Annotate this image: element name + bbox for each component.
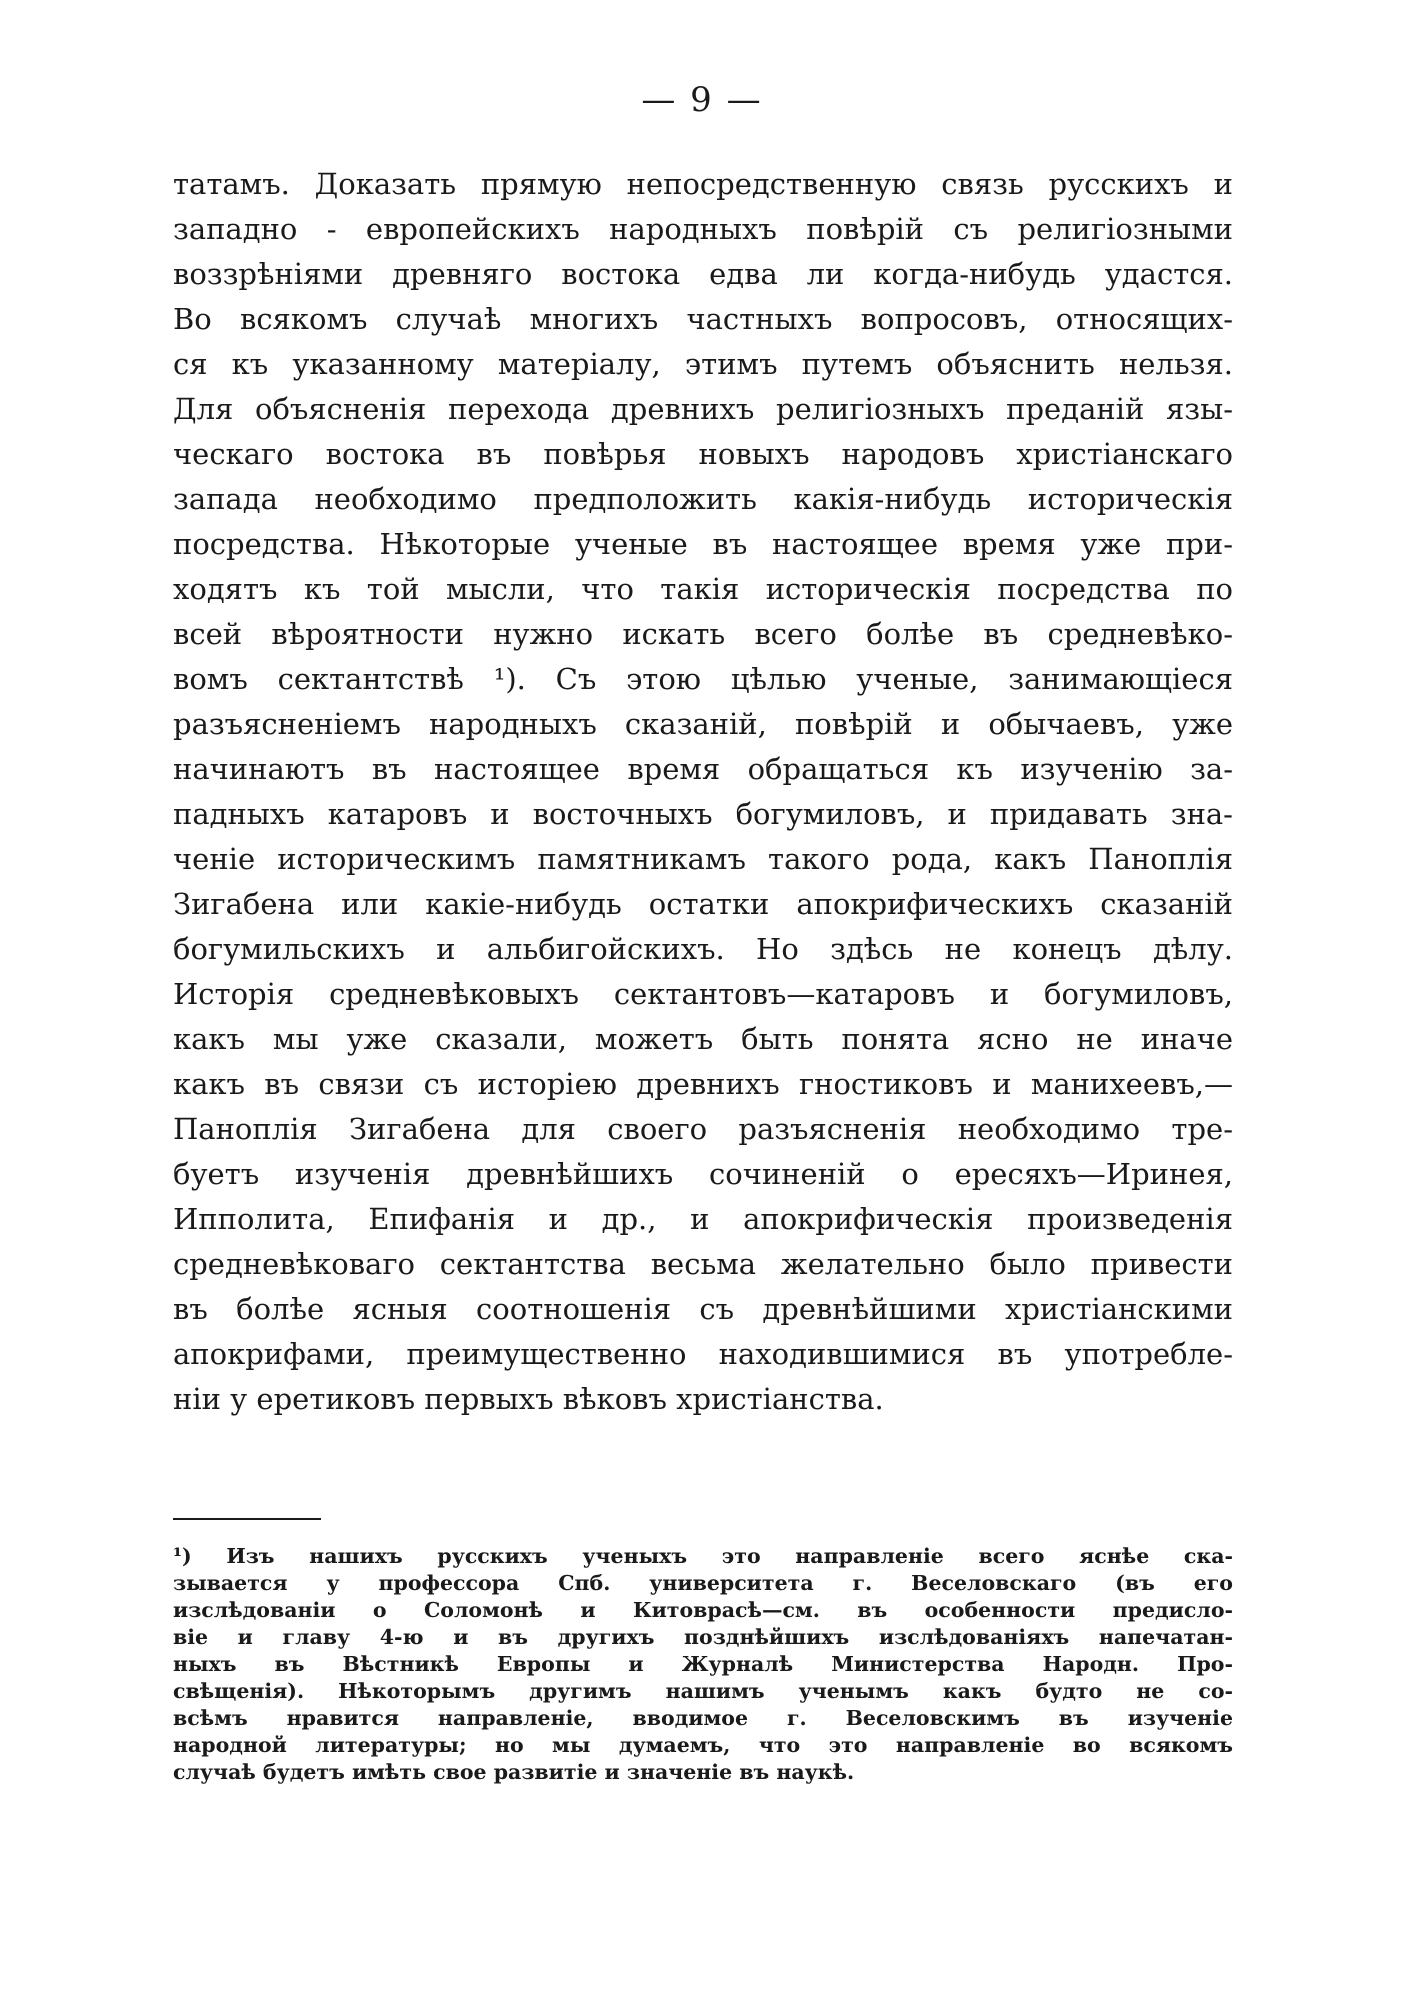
footnote-line: случаѣ будетъ имѣть свое развитіе и значеніе въ наукѣ.: [173, 1760, 855, 1784]
body-line: Ипполита, Епифанія и др., и апокрифическія произведенія: [173, 1202, 1233, 1236]
footnote-line: ¹) Изъ нашихъ русскихъ ученыхъ это направленіе всего яснѣе ска-: [173, 1544, 1233, 1568]
body-line: воззрѣніями древняго востока едва ли когда-нибудь удастся.: [173, 257, 1233, 291]
body-line: въ болѣе ясныя соотношенія съ древнѣйшими христіанскими: [173, 1292, 1233, 1326]
footnote-line: всѣмъ нравится направленіе, вводимое г. Веселовскимъ въ изученіе: [173, 1706, 1233, 1730]
body-line: начинаютъ въ настоящее время обращаться къ изученію за-: [173, 752, 1233, 786]
body-line: всей вѣроятности нужно искать всего болѣе въ средневѣко-: [173, 617, 1233, 651]
body-line: Исторія средневѣковыхъ сектантовъ—катаровъ и богумиловъ,: [173, 977, 1233, 1011]
body-line: запада необходимо предположить какія-нибудь историческія: [173, 482, 1233, 516]
body-line: какъ мы уже сказали, можетъ быть понята ясно не иначе: [173, 1022, 1233, 1056]
page-number: — 9 —: [641, 80, 763, 120]
body-line: Во всякомъ случаѣ многихъ частныхъ вопросовъ, относящих-: [173, 302, 1233, 336]
body-line: ніи у еретиковъ первыхъ вѣковъ христіанства.: [173, 1382, 884, 1416]
footnote-line: народной литературы; но мы думаемъ, что это направленіе во всякомъ: [173, 1733, 1233, 1757]
footnote-line: зывается у профессора Спб. университета г. Веселовскаго (въ его: [173, 1571, 1233, 1595]
footnote-divider: [173, 1518, 321, 1520]
body-line: ходятъ къ той мысли, что такія историческія посредства по: [173, 572, 1233, 606]
body-line: Зигабена или какіе-нибудь остатки апокрифическихъ сказаній: [173, 887, 1233, 921]
body-text: [173, 162, 1233, 1422]
body-line: средневѣковаго сектантства весьма желательно было привести: [173, 1247, 1233, 1281]
body-line: апокрифами, преимущественно находившимися въ употребле-: [173, 1337, 1233, 1371]
footnote-line: свѣщенія). Нѣкоторымъ другимъ нашимъ ученымъ какъ будто не со-: [173, 1679, 1233, 1703]
body-line: ченіе историческимъ памятникамъ такого рода, какъ Паноплія: [173, 842, 1233, 876]
body-line: татамъ. Доказать прямую непосредственную связь русскихъ и: [173, 167, 1233, 201]
body-line: Для объясненія перехода древнихъ религіозныхъ преданій язы-: [173, 392, 1233, 426]
body-line: ся къ указанному матеріалу, этимъ путемъ объяснить нельзя.: [173, 347, 1233, 381]
body-line: западно - европейскихъ народныхъ повѣрій съ религіозными: [173, 212, 1233, 246]
body-line: какъ въ связи съ исторіею древнихъ гностиковъ и манихеевъ,—: [173, 1067, 1233, 1101]
body-line: Паноплія Зигабена для своего разъясненія необходимо тре-: [173, 1112, 1233, 1146]
footnote-line: ныхъ въ Вѣстникѣ Европы и Журналѣ Министерства Народн. Про-: [173, 1652, 1233, 1676]
body-line: посредства. Нѣкоторые ученые въ настоящее время уже при-: [173, 527, 1233, 561]
body-line: буетъ изученія древнѣйшихъ сочиненій о ересяхъ—Иринея,: [173, 1157, 1233, 1191]
body-line-footnote-ref: вомъ сектантствѣ ¹). Съ этою цѣлью ученые, занимающіеся: [173, 662, 1233, 696]
body-line: разъясненіемъ народныхъ сказаній, повѣрій и обычаевъ, уже: [173, 707, 1233, 741]
body-line: падныхъ катаровъ и восточныхъ богумиловъ, и придавать зна-: [173, 797, 1233, 831]
body-line: ческаго востока въ повѣрья новыхъ народовъ христіанскаго: [173, 437, 1233, 471]
footnote: [173, 1543, 1233, 1786]
footnote-line: віе и главу 4-ю и въ другихъ позднѣйшихъ изслѣдованіяхъ напечатан-: [173, 1625, 1233, 1649]
body-line: богумильскихъ и альбигойскихъ. Но здѣсь не конецъ дѣлу.: [173, 932, 1233, 966]
footnote-line: изслѣдованіи о Соломонѣ и Китоврасѣ—см. въ особенности предислo-: [173, 1598, 1233, 1622]
